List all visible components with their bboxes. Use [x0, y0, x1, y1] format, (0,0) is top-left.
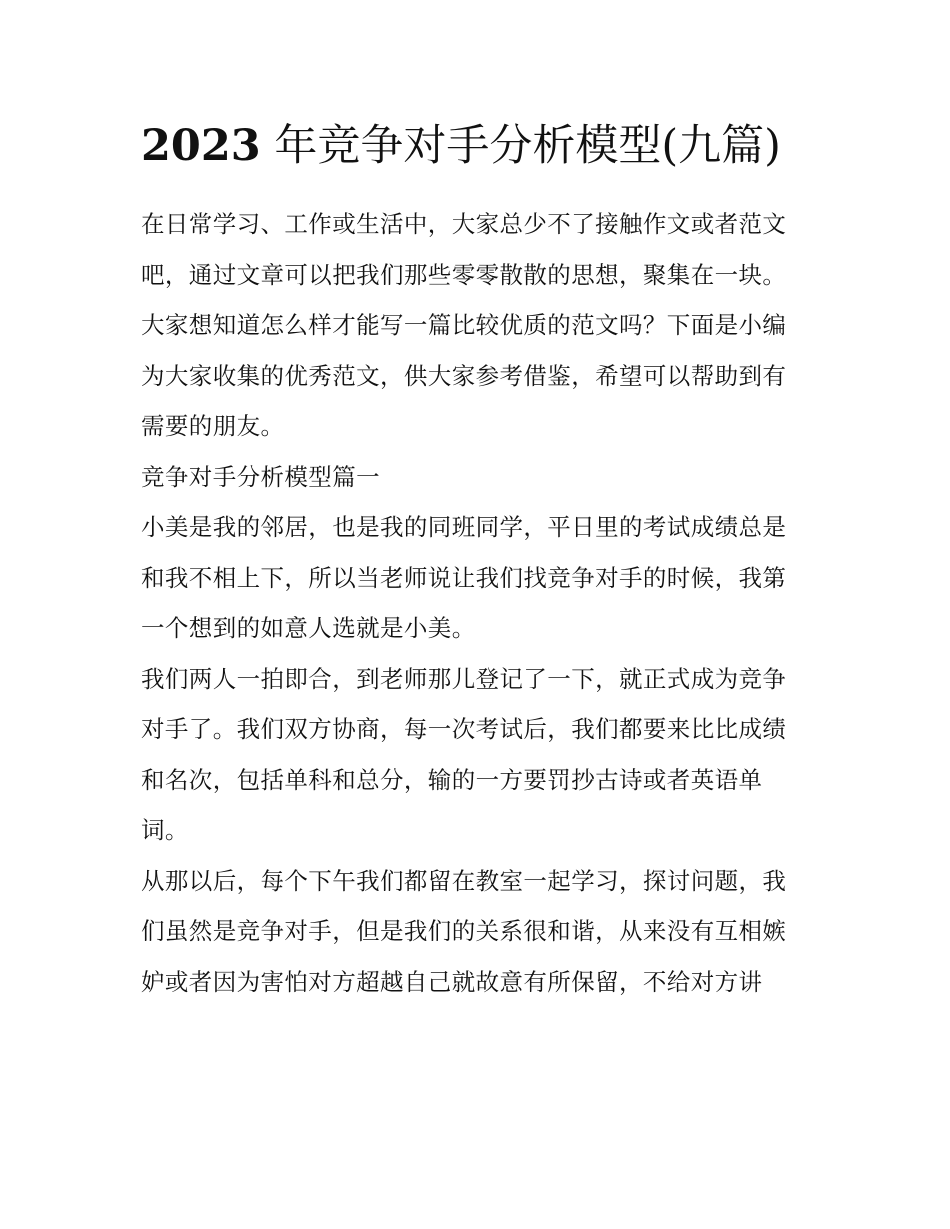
body-paragraph: 从那以后，每个下午我们都留在教室一起学习，探讨问题，我 们虽然是竞争对手，但是我们的关系很和谐，从来没有互相嫉 妒或者因为害怕对方超越自己就故意有所保留，不给对方讲 [141, 866, 787, 996]
section-heading: 竞争对手分析模型篇一 [141, 462, 380, 491]
title-year: 2023 [141, 121, 261, 171]
body-paragraph: 小美是我的邻居，也是我的同班同学，平日里的考试成绩总是 和我不相上下，所以当老师说让我们找竞争对手的时候，我第 一个想到的如意人选就是小美。 [141, 513, 787, 642]
document-body [141, 110, 813, 1007]
intro-paragraph: 在日常学习、工作或生活中，大家总少不了接触作文或者范文 吧，通过文章可以把我们那些零零散散的思想，聚集在一块。 大家想知道怎么样才能写一篇比较优质的范文吗？下面是小编 为大家收集的优秀范文，供大家参考借鉴，希望可以帮助到有 需要的朋友。 [141, 210, 787, 440]
document-title [141, 110, 813, 183]
body-paragraph: 我们两人一拍即合，到老师那儿登记了一下，就正式成为竞争 对手了。我们双方协商，每一次考试后，我们都要来比比成绩 和名次，包括单科和总分，输的一方要罚抄古诗或者英语单 词。 [141, 664, 787, 844]
title-text: 年竞争对手分析模型(九篇) [260, 121, 781, 171]
